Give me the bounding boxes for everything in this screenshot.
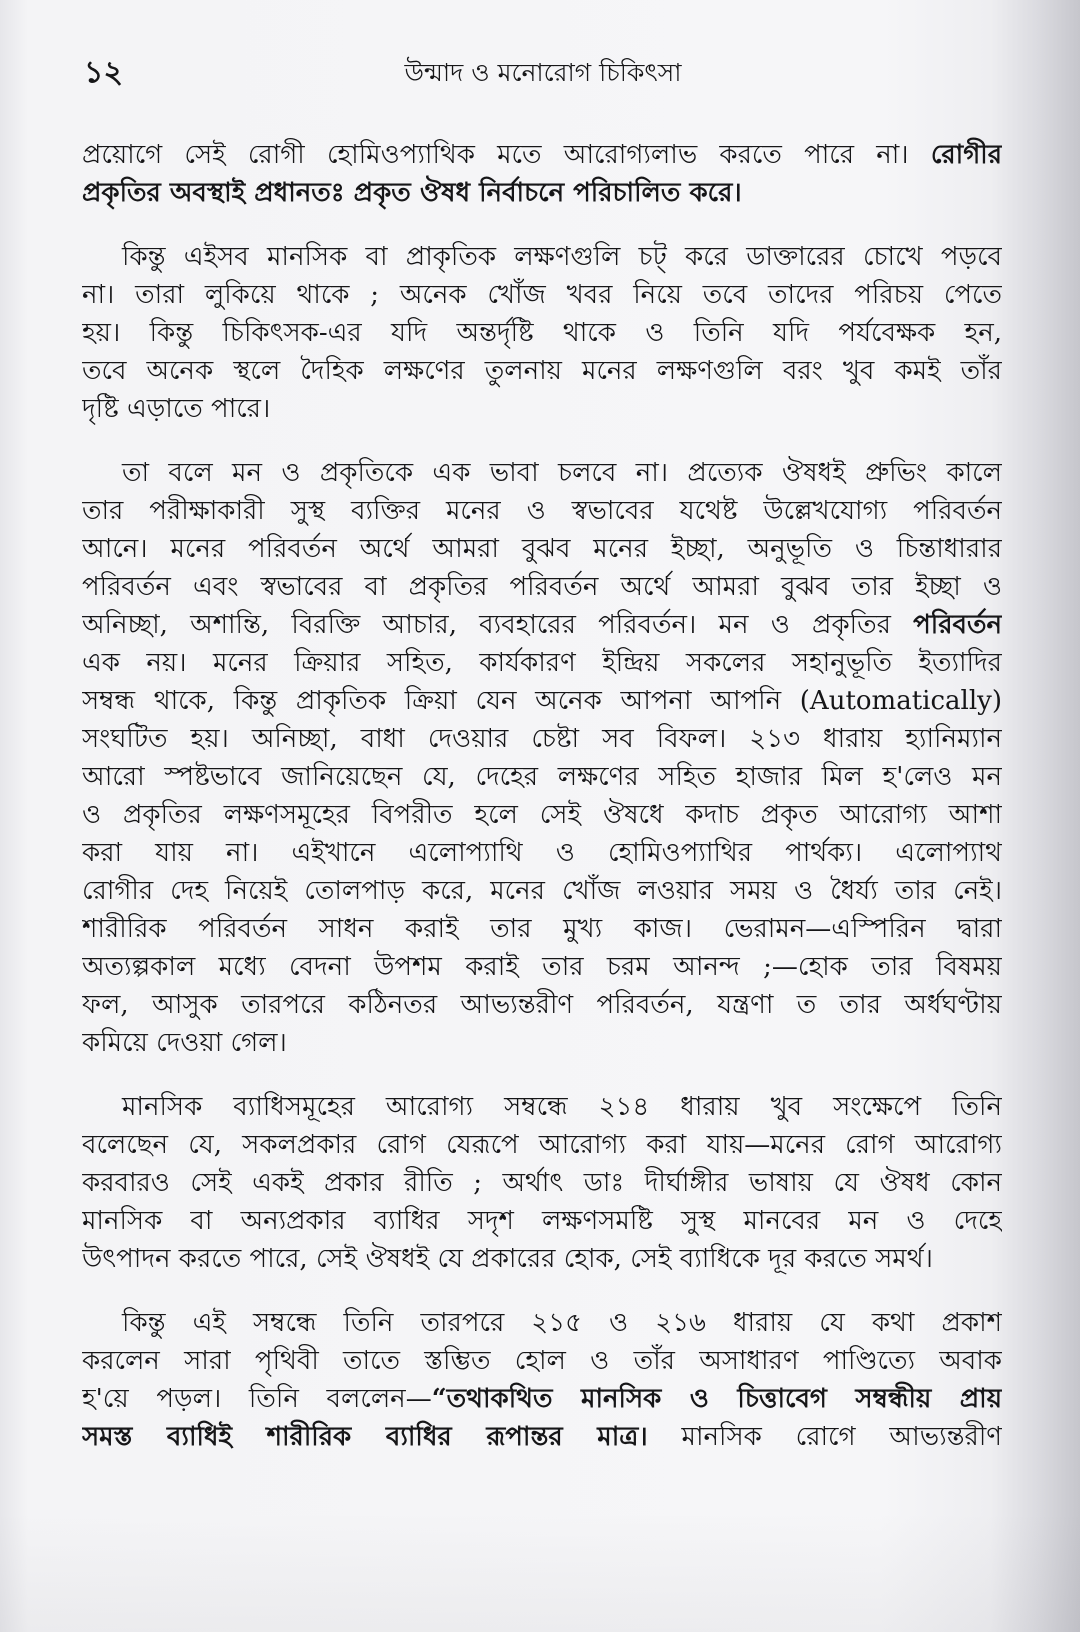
text-line — [82, 758, 1002, 796]
text-line — [82, 720, 1002, 758]
paragraph — [82, 1304, 1002, 1456]
text-run: করলেন সারা পৃথিবী তাতে স্তম্ভিত হোল ও তাঁর অসাধারণ পাণ্ডিত্যে অবাক — [82, 1346, 1002, 1376]
text-line — [82, 606, 1002, 644]
page-shading — [0, 1512, 1080, 1632]
text-run: রোগীর দেহ নিয়েই তোলপাড় করে, মনের খোঁজ লওয়ার সময় ও ধৈর্য্য তার নেই। — [82, 876, 1002, 906]
text-line — [82, 682, 1002, 720]
text-run: তবে অনেক স্থলে দৈহিক লক্ষণের তুলনায় মনের লক্ষণগুলি বরং খুব কমই তাঁর — [82, 356, 1002, 386]
running-title: উন্মাদ ও মনোরোগ চিকিৎসা — [404, 58, 682, 87]
text-line — [82, 276, 1002, 314]
bold-text-run: পরিবর্তন — [913, 610, 1002, 640]
text-run: এক নয়। মনের ক্রিয়ার সহিত, কার্যকারণ ইন্দ্রিয় সকলের সহানুভূতি ইত্যাদির — [82, 648, 1002, 678]
text-run: ফল, আসুক তারপরে কঠিনতর আভ্যন্তরীণ পরিবর্তন, যন্ত্রণা ত তার অর্ধঘণ্টায় — [82, 990, 1002, 1020]
text-line — [82, 834, 1002, 872]
text-line — [82, 1418, 1002, 1456]
text-run: দৃষ্টি এড়াতে পারে। — [82, 394, 271, 424]
text-run: সংঘটিত হয়। অনিচ্ছা, বাধা দেওয়ার চেষ্টা সব বিফল। ২১৩ ধারায় হ্যানিম্যান — [82, 724, 1002, 754]
bold-text-run: সমস্ত ব্যাধিই শারীরিক ব্যাধির রূপান্তর মাত্র। — [82, 1422, 648, 1452]
text-run: হ'য়ে পড়ল। তিনি বললেন— — [82, 1384, 432, 1414]
text-run: কিন্তু এইসব মানসিক বা প্রাকৃতিক লক্ষণগুলি চট্ করে ডাক্তারের চোখে পড়বে — [122, 242, 1002, 272]
text-run: শারীরিক পরিবর্তন সাধন করাই তার মুখ্য কাজ। ভেরামন—এস্পিরিন দ্বারা — [82, 914, 1002, 944]
text-line — [82, 644, 1002, 682]
text-line — [82, 568, 1002, 606]
text-line — [82, 136, 1002, 174]
text-line — [82, 872, 1002, 910]
text-line — [82, 390, 1002, 428]
text-run: করা যায় না। এইখানে এলোপ্যাথি ও হোমিওপ্যাথির পার্থক্য। এলোপ্যাথ — [82, 838, 1002, 868]
text-run: করবারও সেই একই প্রকার রীতি ; অর্থাৎ ডাঃ দীর্ঘাঙ্গীর ভাষায় যে ঔষধ কোন — [82, 1168, 1002, 1198]
text-line — [82, 1164, 1002, 1202]
text-run: আনে। মনের পরিবর্তন অর্থে আমরা বুঝব মনের ইচ্ছা, অনুভূতি ও চিন্তাধারার — [82, 534, 1002, 564]
text-line — [82, 1126, 1002, 1164]
text-run: তার পরীক্ষাকারী সুস্থ ব্যক্তির মনের ও স্বভাবের যথেষ্ট উল্লেখযোগ্য পরিবর্তন — [82, 496, 1002, 526]
paragraph — [82, 238, 1002, 428]
paragraph — [82, 1088, 1002, 1278]
text-line — [82, 986, 1002, 1024]
text-run: কিন্তু এই সম্বন্ধে তিনি তারপরে ২১৫ ও ২১৬ ধারায় যে কথা প্রকাশ — [122, 1308, 1002, 1338]
text-line — [82, 314, 1002, 352]
text-run: পরিবর্তন এবং স্বভাবের বা প্রকৃতির পরিবর্তন অর্থে আমরা বুঝব তার ইচ্ছা ও — [82, 572, 1002, 602]
text-line — [82, 352, 1002, 390]
text-line — [82, 174, 1002, 212]
text-run: কমিয়ে দেওয়া গেল। — [82, 1028, 287, 1058]
text-run: হয়। কিন্তু চিকিৎসক-এর যদি অন্তর্দৃষ্টি থাকে ও তিনি যদি পর্যবেক্ষক হন, — [82, 318, 1002, 348]
text-line — [82, 530, 1002, 568]
text-run: অনিচ্ছা, অশান্তি, বিরক্তি আচার, ব্যবহারের পরিবর্তন। মন ও প্রকৃতির — [82, 610, 914, 640]
text-line — [82, 1304, 1002, 1342]
text-line — [82, 1240, 1002, 1278]
text-run: ও প্রকৃতির লক্ষণসমূহের বিপরীত হলে সেই ঔষধে কদাচ প্রকৃত আরোগ্য আশা — [82, 800, 1002, 830]
text-run: উৎপাদন করতে পারে, সেই ঔষধই যে প্রকারের হোক, সেই ব্যাধিকে দূর করতে সমর্থ। — [82, 1244, 933, 1274]
text-run: মানসিক ব্যাধিসমূহের আরোগ্য সম্বন্ধে ২১৪ ধারায় খুব সংক্ষেপে তিনি — [122, 1092, 1002, 1122]
text-run: না। তারা লুকিয়ে থাকে ; অনেক খোঁজ খবর নিয়ে তবে তাদের পরিচয় পেতে — [82, 280, 1002, 310]
text-run: সম্বন্ধ থাকে, কিন্তু প্রাকৃতিক ক্রিয়া যেন অনেক আপনা আপনি (Automatically) — [82, 686, 1002, 716]
text-line — [82, 1202, 1002, 1240]
text-run: তা বলে মন ও প্রকৃতিকে এক ভাবা চলবে না। প্রত্যেক ঔষধই প্রুভিং কালে — [122, 458, 1002, 488]
text-run: মানসিক বা অন্যপ্রকার ব্যাধির সদৃশ লক্ষণসমষ্টি সুস্থ মানবের মন ও দেহে — [82, 1206, 1002, 1236]
paragraph — [82, 136, 1002, 212]
page-number: ১২ — [84, 55, 123, 90]
text-line — [82, 492, 1002, 530]
text-line — [82, 1024, 1002, 1062]
text-run: বলেছেন যে, সকলপ্রকার রোগ যেরূপে আরোগ্য করা যায়—মনের রোগ আরোগ্য — [82, 1130, 1002, 1160]
text-line — [82, 796, 1002, 834]
text-line — [82, 1342, 1002, 1380]
text-line — [82, 1380, 1002, 1418]
text-run: মানসিক রোগে আভ্যন্তরীণ — [647, 1422, 1002, 1452]
text-line — [82, 948, 1002, 986]
text-line — [82, 238, 1002, 276]
bold-text-run: “তথাকথিত মানসিক ও চিত্তাবেগ সম্বন্ধীয় প্রায় — [431, 1384, 1002, 1414]
text-run: আরো স্পষ্টভাবে জানিয়েছেন যে, দেহের লক্ষণের সহিত হাজার মিল হ'লেও মন — [82, 762, 1002, 792]
text-line — [82, 454, 1002, 492]
text-line — [82, 1088, 1002, 1126]
bold-text-run: রোগীর — [930, 140, 1002, 170]
bold-text-run: প্রকৃতির অবস্থাই প্রধানতঃ প্রকৃত ঔষধ নির্বাচনে পরিচালিত করে। — [82, 178, 742, 208]
text-run: অত্যল্পকাল মধ্যে বেদনা উপশম করাই তার চরম আনন্দ ;—হোক তার বিষময় — [82, 952, 1002, 982]
page-header — [0, 52, 1080, 94]
text-run: প্রয়োগে সেই রোগী হোমিওপ্যাথিক মতে আরোগ্যলাভ করতে পারে না। — [82, 140, 931, 170]
body-text — [82, 136, 1002, 1456]
text-line — [82, 910, 1002, 948]
paragraph — [82, 454, 1002, 1062]
